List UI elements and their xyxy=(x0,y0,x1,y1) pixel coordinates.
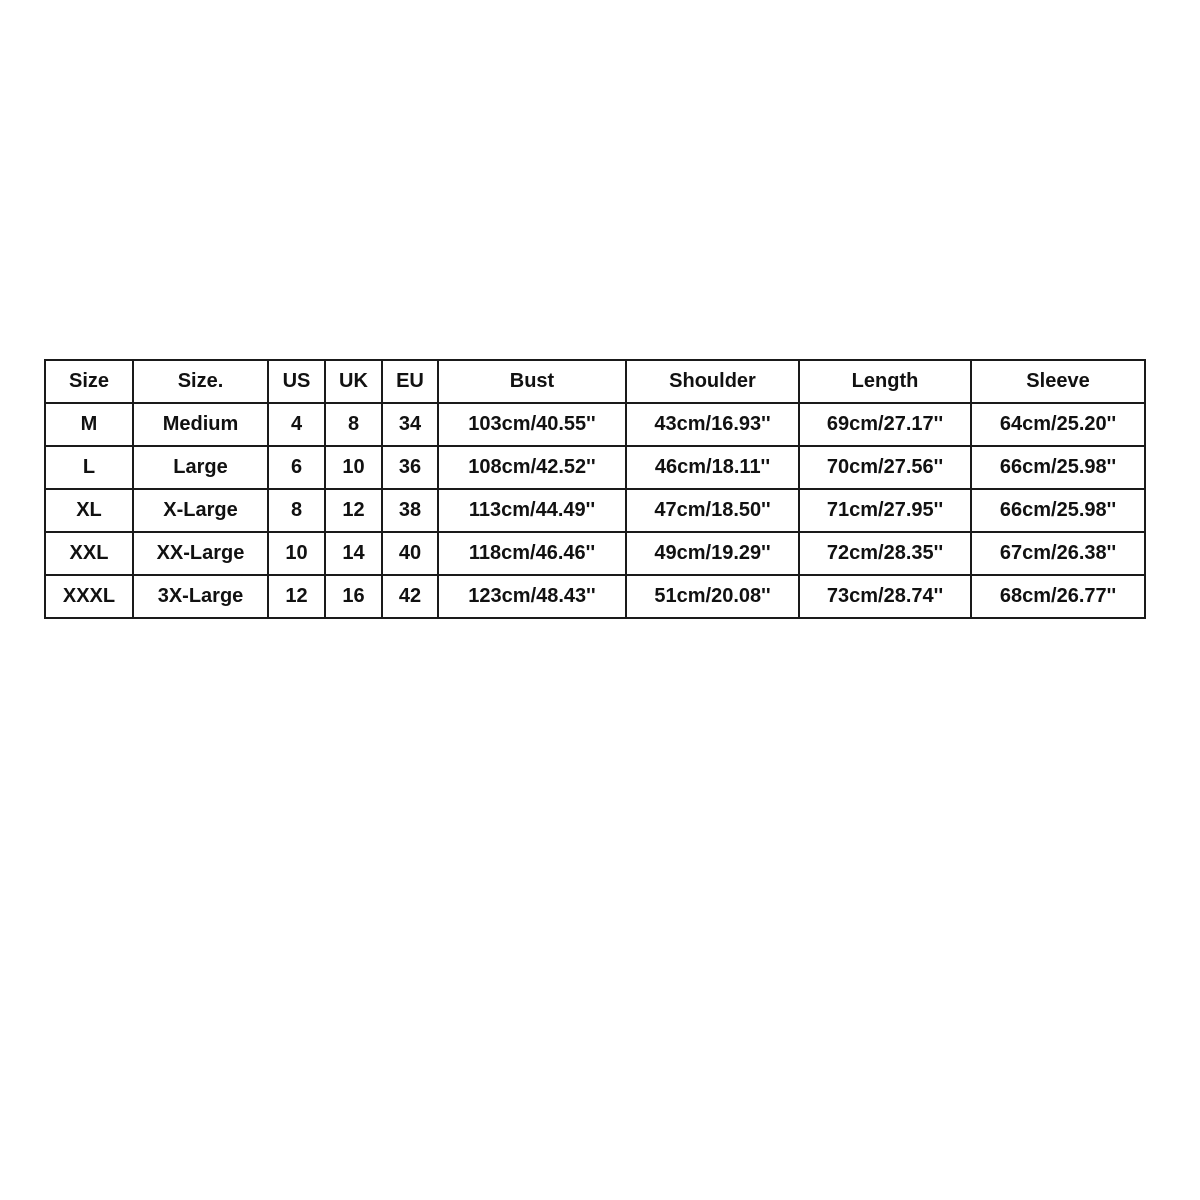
cell-us: 8 xyxy=(268,489,325,532)
table-body xyxy=(45,403,1145,618)
cell-sleeve: 67cm/26.38'' xyxy=(971,532,1145,575)
cell-length: 70cm/27.56'' xyxy=(799,446,971,489)
cell-size-name: Medium xyxy=(133,403,268,446)
cell-uk: 12 xyxy=(325,489,382,532)
table-row xyxy=(45,575,1145,618)
cell-shoulder: 49cm/19.29'' xyxy=(626,532,799,575)
cell-bust: 123cm/48.43'' xyxy=(438,575,626,618)
cell-shoulder: 51cm/20.08'' xyxy=(626,575,799,618)
cell-us: 6 xyxy=(268,446,325,489)
cell-length: 73cm/28.74'' xyxy=(799,575,971,618)
header-us: US xyxy=(268,360,325,403)
header-eu: EU xyxy=(382,360,438,403)
cell-bust: 108cm/42.52'' xyxy=(438,446,626,489)
cell-eu: 42 xyxy=(382,575,438,618)
cell-length: 72cm/28.35'' xyxy=(799,532,971,575)
header-size-name: Size. xyxy=(133,360,268,403)
cell-size: M xyxy=(45,403,133,446)
cell-uk: 8 xyxy=(325,403,382,446)
cell-eu: 34 xyxy=(382,403,438,446)
table-row xyxy=(45,489,1145,532)
cell-bust: 113cm/44.49'' xyxy=(438,489,626,532)
cell-us: 10 xyxy=(268,532,325,575)
cell-us: 12 xyxy=(268,575,325,618)
cell-sleeve: 66cm/25.98'' xyxy=(971,489,1145,532)
cell-sleeve: 64cm/25.20'' xyxy=(971,403,1145,446)
cell-size: XXXL xyxy=(45,575,133,618)
size-chart-table xyxy=(44,359,1146,619)
cell-size-name: XX-Large xyxy=(133,532,268,575)
cell-sleeve: 66cm/25.98'' xyxy=(971,446,1145,489)
cell-sleeve: 68cm/26.77'' xyxy=(971,575,1145,618)
table-row xyxy=(45,532,1145,575)
cell-bust: 118cm/46.46'' xyxy=(438,532,626,575)
cell-us: 4 xyxy=(268,403,325,446)
cell-uk: 14 xyxy=(325,532,382,575)
cell-shoulder: 47cm/18.50'' xyxy=(626,489,799,532)
header-row xyxy=(45,360,1145,403)
header-size: Size xyxy=(45,360,133,403)
cell-size: XXL xyxy=(45,532,133,575)
cell-length: 69cm/27.17'' xyxy=(799,403,971,446)
cell-size-name: Large xyxy=(133,446,268,489)
cell-eu: 36 xyxy=(382,446,438,489)
header-sleeve: Sleeve xyxy=(971,360,1145,403)
cell-shoulder: 43cm/16.93'' xyxy=(626,403,799,446)
cell-length: 71cm/27.95'' xyxy=(799,489,971,532)
cell-uk: 16 xyxy=(325,575,382,618)
table-row xyxy=(45,446,1145,489)
cell-size-name: X-Large xyxy=(133,489,268,532)
header-length: Length xyxy=(799,360,971,403)
table-row xyxy=(45,403,1145,446)
table-header xyxy=(45,360,1145,403)
header-shoulder: Shoulder xyxy=(626,360,799,403)
cell-eu: 40 xyxy=(382,532,438,575)
cell-bust: 103cm/40.55'' xyxy=(438,403,626,446)
header-bust: Bust xyxy=(438,360,626,403)
cell-eu: 38 xyxy=(382,489,438,532)
cell-size-name: 3X-Large xyxy=(133,575,268,618)
header-uk: UK xyxy=(325,360,382,403)
cell-size: L xyxy=(45,446,133,489)
cell-uk: 10 xyxy=(325,446,382,489)
cell-size: XL xyxy=(45,489,133,532)
cell-shoulder: 46cm/18.11'' xyxy=(626,446,799,489)
